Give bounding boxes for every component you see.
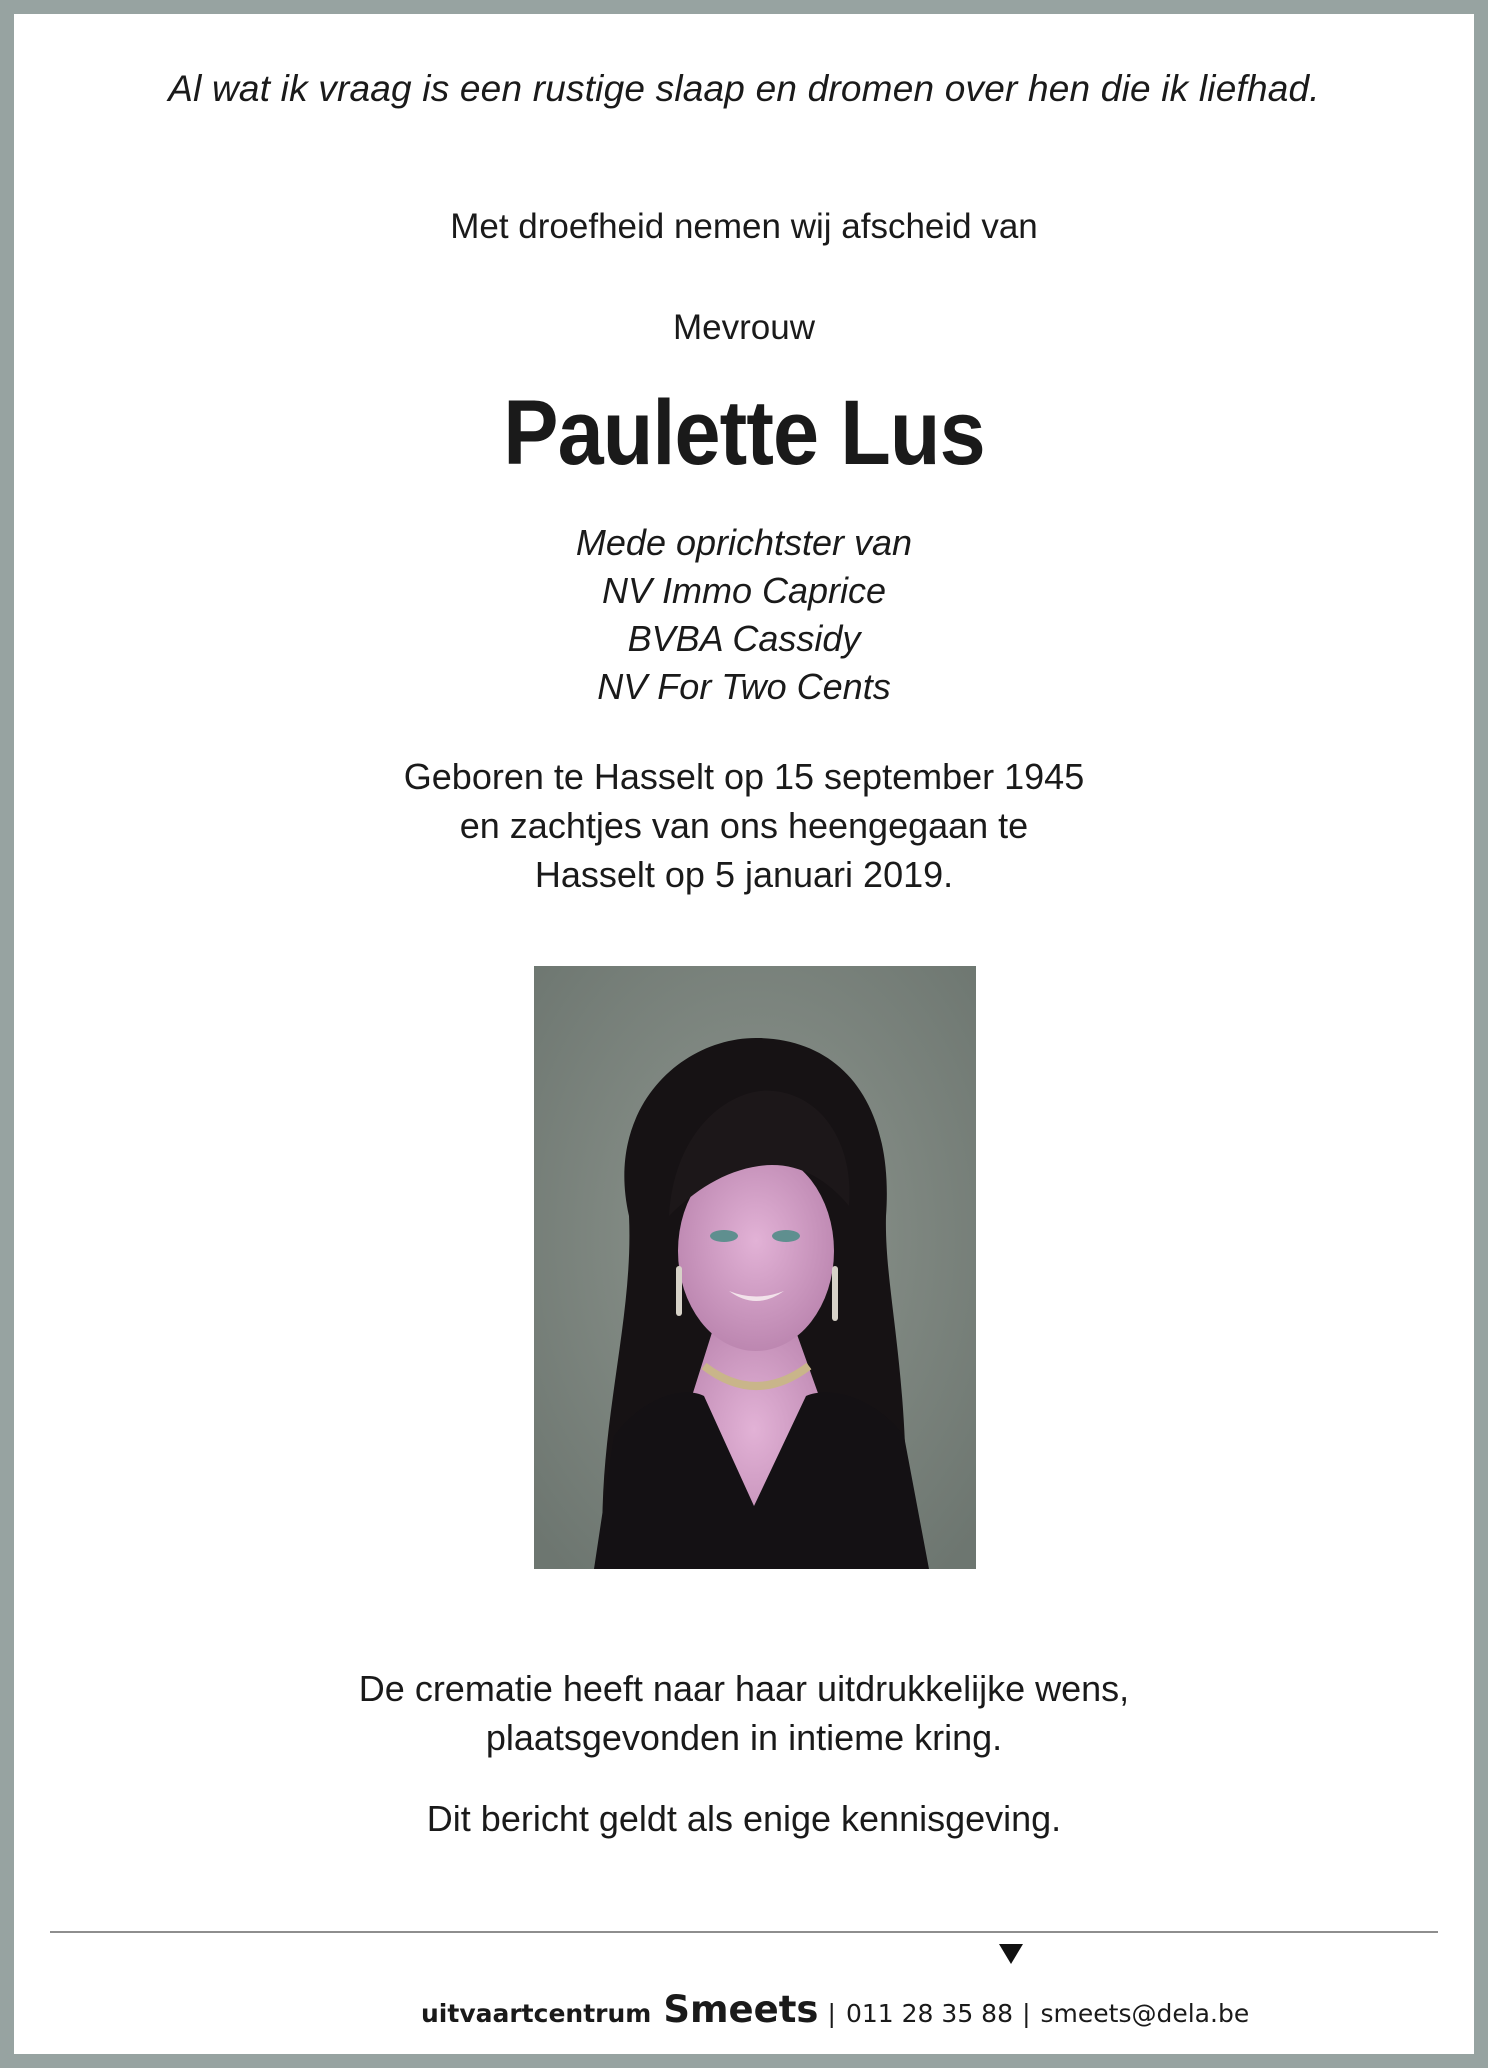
footer-divider (50, 1931, 1438, 1933)
roles-block (14, 519, 1474, 711)
funeral-home-name: Smeets (663, 1988, 819, 2031)
role-line: NV Immo Caprice (601, 570, 887, 611)
life-dates-block (14, 752, 1474, 899)
footer (14, 1974, 1474, 2034)
cremation-line: plaatsgevonden in intieme kring. (485, 1717, 1003, 1758)
role-line: NV For Two Cents (597, 666, 891, 707)
funeral-home-prefix: uitvaartcentrum (421, 1999, 652, 2028)
life-line: en zachtjes van ons heengegaan te (459, 805, 1029, 846)
honorific: Mevrouw (673, 308, 815, 347)
deceased-name: Paulette Lus (503, 382, 985, 484)
phone-number: 011 28 35 88 (845, 1999, 1013, 2028)
role-line: Mede oprichtster van (575, 522, 913, 563)
role-line: BVBA Cassidy (627, 618, 861, 659)
cremation-text (14, 1664, 1474, 1762)
separator: | (1022, 1999, 1031, 2028)
notice-text: Dit bericht geldt als enige kennisgeving. (426, 1798, 1062, 1839)
life-line: Hasselt op 5 januari 2019. (534, 854, 954, 895)
funeral-home-line (421, 1988, 1249, 2031)
opening-quote: Al wat ik vraag is een rustige slaap en dromen over hen die ik liefhad. (168, 68, 1320, 109)
intro-text: Met droefheid nemen wij afscheid van (450, 207, 1038, 246)
obituary-card (14, 14, 1474, 2054)
cremation-line: De crematie heeft naar haar uitdrukkelijke wens, (358, 1668, 1130, 1709)
portrait-photo (534, 966, 976, 1569)
life-line: Geboren te Hasselt op 15 september 1945 (403, 756, 1085, 797)
email-address: smeets@dela.be (1040, 1999, 1250, 2028)
triangle-logo-icon (999, 1944, 1023, 1964)
separator: | (827, 1999, 836, 2028)
